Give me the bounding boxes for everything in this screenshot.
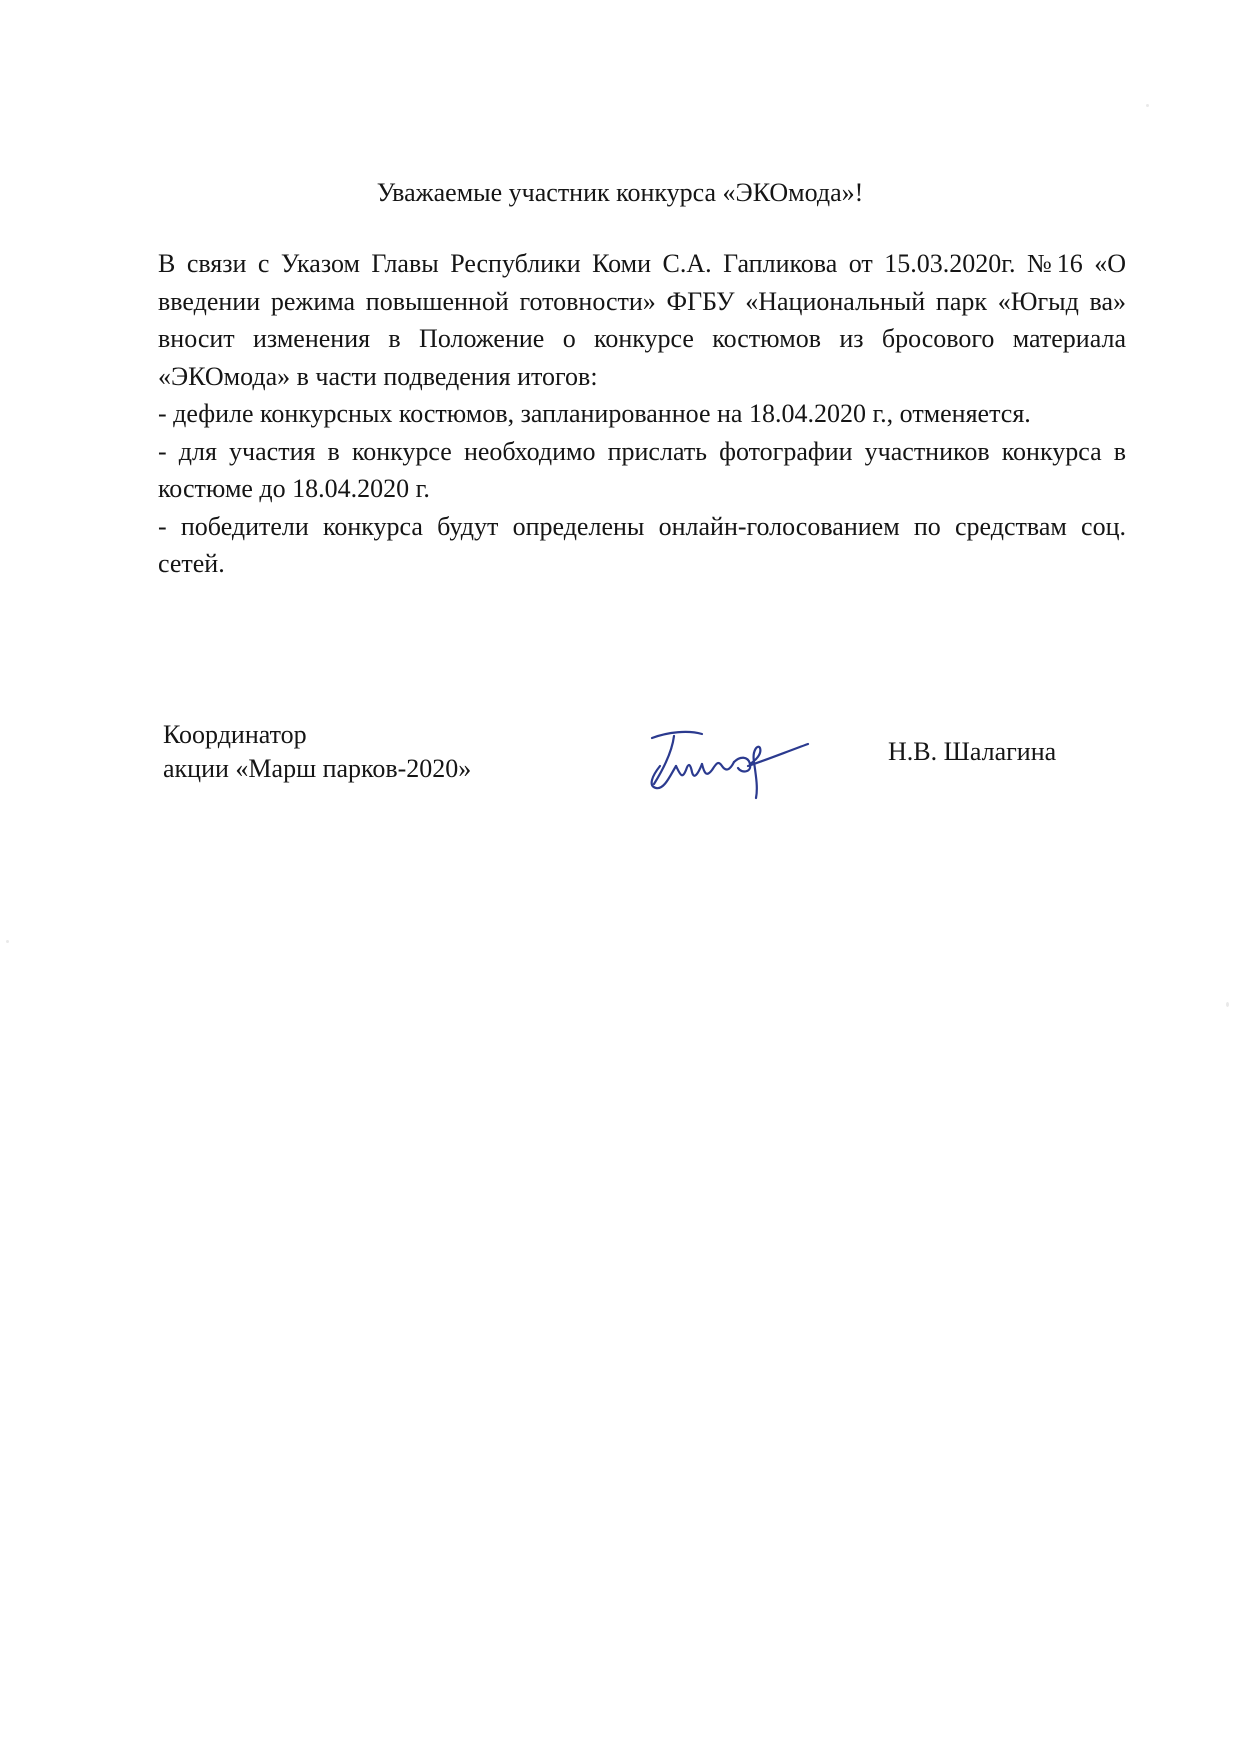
letter-body [158, 245, 1126, 583]
handwritten-signature [630, 700, 830, 800]
signer-position [163, 718, 471, 786]
scan-speck-top [1146, 104, 1149, 107]
signer-position-line-2: акции «Марш парков-2020» [163, 754, 472, 783]
body-paragraph-item-2: - для участия в конкурсе необходимо прислать фотографии участников конкурса в костюме до 18.04.2020 г. [158, 436, 1126, 503]
scan-speck-left [6, 940, 9, 943]
signer-name: Н.В. Шалагина [888, 737, 1057, 766]
letter-greeting: Уважаемые участник конкурса «ЭКОмода»! [376, 178, 864, 207]
body-paragraph-item-1: - дефиле конкурсных костюмов, запланированное на 18.04.2020 г., отменяется. [158, 399, 1031, 428]
signer-position-line-1: Координатор [163, 720, 307, 749]
body-paragraph-intro: В связи с Указом Главы Республики Коми С.А. Гапликова от 15.03.2020г. №16 «О введении режима повышенной готовности» ФГБУ «Национальный парк «Югыд ва» вносит изменения в Положение о конкурсе костюмов из бросового материала «ЭКОмода» в части подведения итогов: [158, 249, 1126, 391]
body-paragraph-item-3: - победители конкурса будут определены онлайн-голосованием по средствам соц. сетей. [158, 511, 1126, 578]
scan-speck-right [1226, 1002, 1229, 1007]
